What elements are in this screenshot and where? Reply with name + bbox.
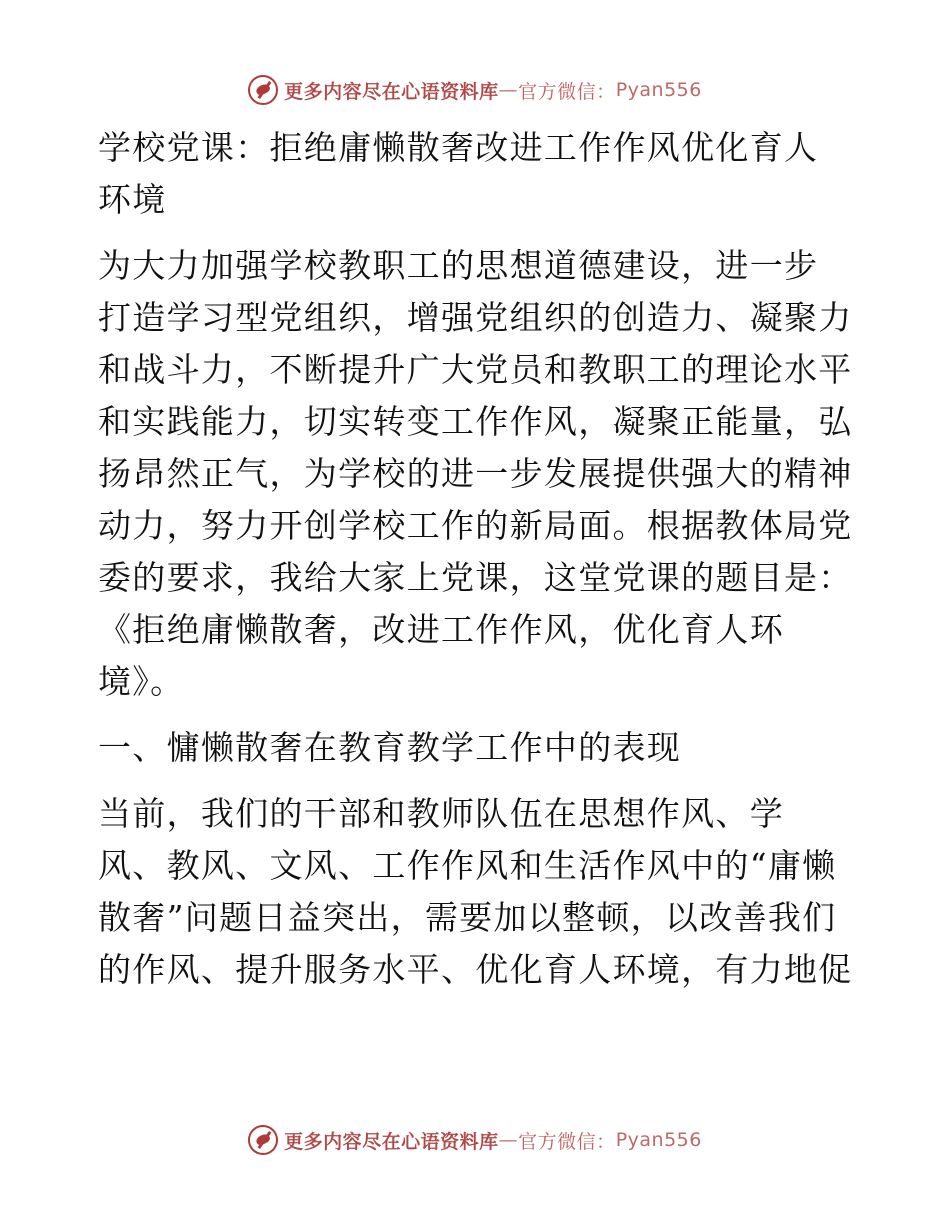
paragraph-line: 动力，努力开创学校工作的新局面。根据教体局党	[98, 506, 853, 545]
paragraph-line: 当前，我们的干部和教师队伍在思想作风、学	[98, 794, 784, 833]
title-line: 环境	[98, 180, 167, 219]
paragraph-line: 散奢”问题日益突出，需要加以整顿，以改善我们	[98, 898, 837, 937]
paragraph-line: 境》。	[98, 662, 185, 701]
paragraph-line: 《拒绝庸懒散奢，改进工作作风，优化育人环	[98, 610, 784, 649]
watermark-wechat-label: 官方微信：	[518, 80, 616, 103]
paragraph-line: 的作风、提升服务水平、优化育人环境，有力地促	[98, 950, 853, 989]
document-title	[98, 122, 853, 226]
body-paragraph	[98, 788, 853, 996]
watermark-main-text: 更多内容尽在心语资料库	[284, 1130, 499, 1153]
footer-watermark	[0, 1120, 950, 1160]
paragraph-line: 为大力加强学校教职工的思想道德建设，进一步	[98, 246, 819, 285]
watermark-wechat-label: 官方微信：	[518, 1130, 616, 1153]
title-line: 学校党课：拒绝庸懒散奢改进工作作风优化育人	[98, 128, 819, 167]
header-watermark	[0, 70, 950, 110]
watermark-wechat-id: Pyan556	[615, 79, 702, 101]
paragraph-line: 委的要求，我给大家上党课，这堂党课的题目是：	[98, 558, 853, 597]
watermark-separator: —	[498, 1129, 519, 1151]
watermark-separator: —	[498, 79, 519, 101]
pen-logo-icon	[248, 1125, 278, 1155]
document-body	[98, 122, 853, 1010]
paragraph-line: 和实践能力，切实转变工作作风，凝聚正能量，弘	[98, 402, 853, 441]
paragraph-line: 打造学习型党组织，增强党组织的创造力、凝聚力	[98, 298, 853, 337]
section-heading	[98, 722, 853, 774]
heading-line: 一、慵懒散奢在教育教学工作中的表现	[98, 728, 682, 767]
watermark-main-text: 更多内容尽在心语资料库	[284, 80, 499, 103]
watermark-wechat-id: Pyan556	[615, 1129, 702, 1151]
paragraph-line: 和战斗力，不断提升广大党员和教职工的理论水平	[98, 350, 853, 389]
paragraph-line: 扬昂然正气，为学校的进一步发展提供强大的精神	[98, 454, 853, 493]
pen-logo-icon	[248, 75, 278, 105]
intro-paragraph	[98, 240, 853, 708]
paragraph-line: 风、教风、文风、工作作风和生活作风中的“庸懒	[98, 846, 837, 885]
